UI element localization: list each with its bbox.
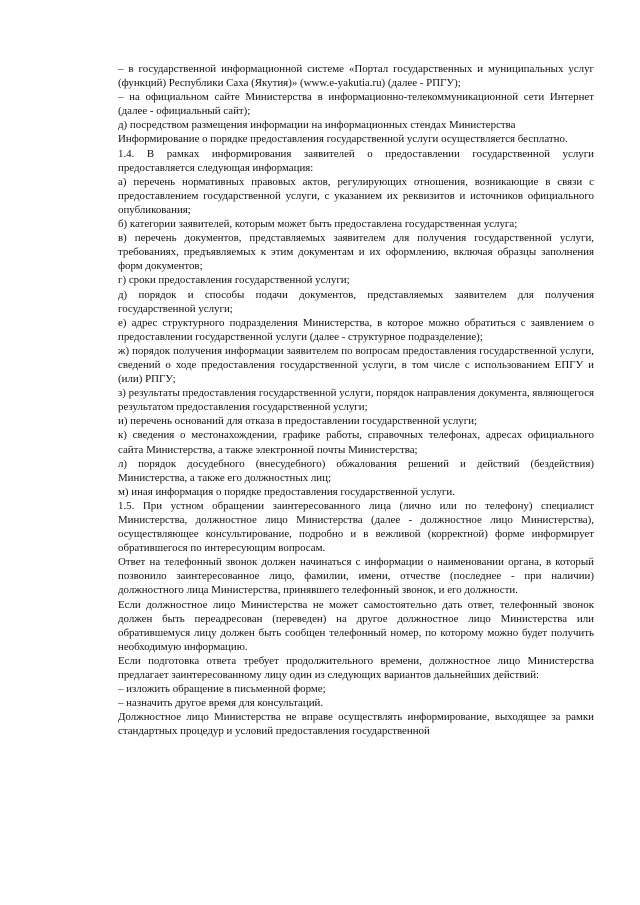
list-item-zh: ж) порядок получения информации заявителем по вопросам предоставления государственной услуги, сведений о ходе предоставления государственной услуги, в том числе с использованием ЕПГУ и (или) РПГУ;	[118, 344, 594, 386]
list-item-v: в) перечень документов, представляемых заявителем для получения государственной услуги, требованиях, предъявляемых к этим документам и их оформлению, включая образцы заполнения форм документов;	[118, 232, 594, 273]
paragraph-rpgu: – в государственной информационной системе «Портал государственных и муниципальных услуг (функций) Республики Саха (Якутия)» (www.e-yakutia.ru) (далее - РПГУ);	[118, 63, 594, 90]
document-page	[118, 62, 594, 739]
paragraph-redirect-call: Если должностное лицо Министерства не может самостоятельно дать ответ, телефонный звонок должен быть переадресован (переведен) на другое должностное лицо Министерства или обратившемуся лицу должен быть сообщен телефонный номер, по которому можно будет получить необходимую информацию.	[118, 598, 594, 653]
list-item-m: м) иная информация о порядке предоставления государственной услуги.	[118, 485, 455, 498]
paragraph-phone-answer: Ответ на телефонный звонок должен начинаться с информации о наименовании органа, в который позвонило заинтересованное лицо, фамилии, имени, отчестве (последнее - при наличии) должностного лица Министерства, принявшего телефонный звонок, и его должности.	[118, 556, 594, 597]
paragraph-1-5: 1.5. При устном обращении заинтересованного лица (лично или по телефону) специалист Министерства, должностное лицо Министерства (далее - должностное лицо Министерства), осуществляющее консультирование, подробно и в вежливой (корректной) форме информирует обратившегося по интересующим вопросам.	[118, 499, 594, 555]
list-item-k: к) сведения о местонахождении, графике работы, справочных телефонах, адресах официального сайта Министерства, а также электронной почты Министерства;	[118, 429, 594, 456]
list-item-g: г) сроки предоставления государственной услуги;	[118, 274, 350, 287]
paragraph-not-entitled: Должностное лицо Министерства не вправе осуществлять информирование, выходящее за рамки стандартных процедур и условий предоставления государственной	[118, 711, 594, 738]
list-item-a: а) перечень нормативных правовых актов, регулирующих отношения, возникающие в связи с предоставлением государственной услуги, с указанием их реквизитов и источников официального опубликования;	[118, 175, 594, 216]
list-item-written-form: – изложить обращение в письменной форме;	[118, 683, 326, 696]
list-item-other-time: – назначить другое время для консультаций.	[118, 697, 324, 710]
list-item-l: л) порядок досудебного (внесудебного) обжалования решений и действий (бездействия) Министерства, а также его должностных лиц;	[118, 457, 594, 484]
paragraph-official-site: – на официальном сайте Министерства в информационно-телекоммуникационной сети Интернет (далее - официальный сайт);	[118, 91, 594, 118]
list-item-z: з) результаты предоставления государственной услуги, порядок направления документа, являющегося результатом предоставления государственной услуги;	[118, 387, 594, 414]
paragraph-1-4: 1.4. В рамках информирования заявителей о предоставлении государственной услуги предоставляется следующая информация:	[118, 147, 594, 174]
list-item-b: б) категории заявителей, которым может быть предоставлена государственная услуга;	[118, 218, 518, 231]
list-item-i: и) перечень оснований для отказа в предоставлении государственной услуги;	[118, 415, 478, 428]
paragraph-info-stands: д) посредством размещения информации на информационных стендах Министерства	[118, 119, 516, 132]
paragraph-long-answer: Если подготовка ответа требует продолжительного времени, должностное лицо Министерства предлагает заинтересованному лицу один из следующих вариантов дальнейших действий:	[118, 654, 594, 682]
list-item-d: д) порядок и способы подачи документов, представляемых заявителем для получения государственной услуги;	[118, 288, 594, 315]
list-item-e: е) адрес структурного подразделения Министерства, в которое можно обратиться с заявлением о предоставлении государственной услуги (далее - структурное подразделение);	[118, 316, 594, 343]
paragraph-free-informing: Информирование о порядке предоставления государственной услуги осуществляется бесплатно.	[118, 133, 568, 146]
